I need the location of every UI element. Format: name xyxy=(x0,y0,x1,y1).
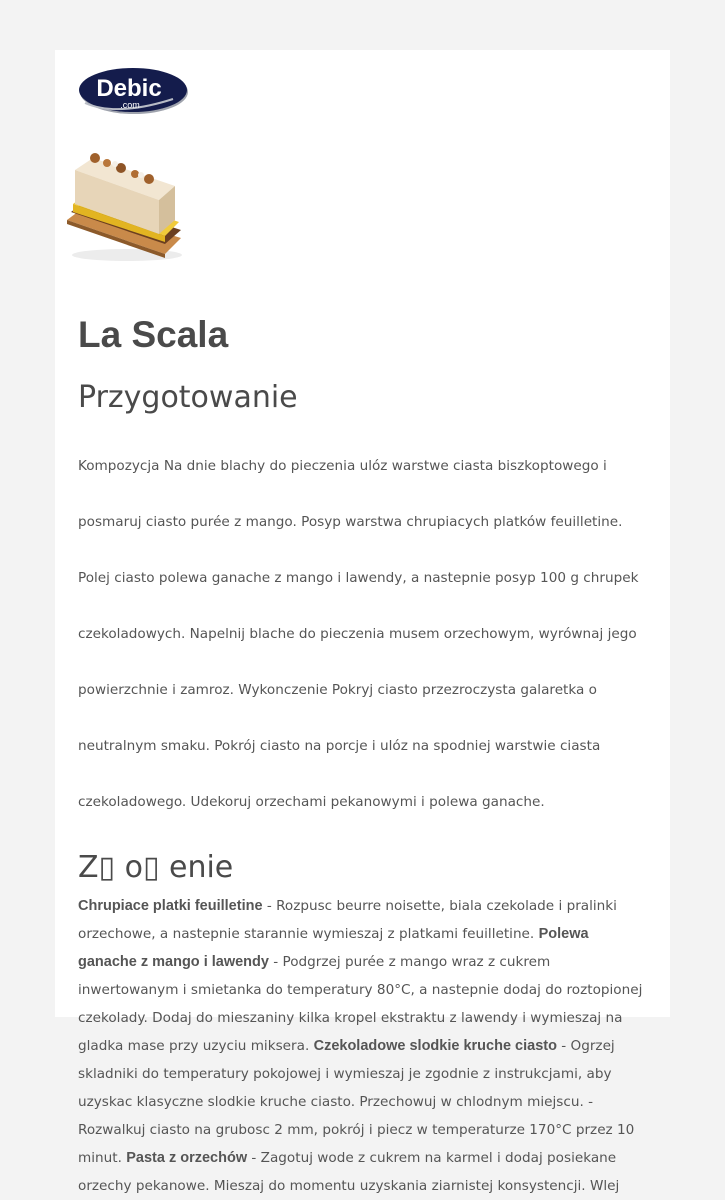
logo-suffix: .com xyxy=(120,100,140,110)
preparation-line: Polej ciasto polewa ganache z mango i lawendy, a nastepnie posyp 100 g chrupek xyxy=(78,570,639,586)
recipe-card xyxy=(55,50,670,1194)
preparation-line: powierzchnie i zamroz. Wykonczenie Pokryj ciasto przezroczysta galaretka o xyxy=(78,682,597,698)
preparation-text xyxy=(78,424,648,844)
composition-item-name: Polewa ganache z mango i lawendy xyxy=(78,926,589,970)
preparation-line: neutralnym smaku. Pokrój ciasto na porcje i ulóz na spodniej warstwie ciasta xyxy=(78,738,601,754)
debic-logo[interactable] xyxy=(77,65,189,117)
composition-item-name: Pasta z orzechów xyxy=(126,1150,248,1166)
composition-heading: Z▯ o▯ enie xyxy=(78,850,234,885)
preparation-line: posmaruj ciasto purée z mango. Posyp warstwa chrupiacych platków feuilletine. xyxy=(78,514,623,530)
preparation-line: Kompozycja Na dnie blachy do pieczenia ulóz warstwe ciasta biszkoptowego i xyxy=(78,458,607,474)
preparation-line: czekoladowego. Udekoruj orzechami pekanowymi i polewa ganache. xyxy=(78,794,545,810)
product-photo xyxy=(55,130,195,280)
composition-item-text: - Rozpusc beurre noisette, biala czekolade i pralinki orzechowe, a nastepnie starannie wymieszaj z platkami feuilletine. xyxy=(78,898,617,942)
composition-item-name: Chrupiace platki feuilletine xyxy=(78,898,263,914)
logo-wordmark: Debic xyxy=(96,75,162,102)
composition-item-text: - Zagotuj wode z cukrem na karmel i dodaj posiekane orzechy pekanowe. Mieszaj do momentu uzyskania ziarnistej konsystencji. Wlej xyxy=(78,1150,620,1194)
composition-item-text: - Ogrzej skladniki do temperatury pokojowej i wymieszaj je zgodnie z instrukcjami, aby uzyskac klasyczne slodkie kruche ciasto. Przechowuj w chlodnym miejscu. - Rozwalkuj ciasto na grubosc 2 mm, pokrój i piecz w temperaturze 170°C przez 10 minut. xyxy=(78,1038,635,1166)
preparation-heading: Przygotowanie xyxy=(78,380,298,415)
composition-item-name: Czekoladowe slodkie kruche ciasto xyxy=(313,1038,557,1054)
preparation-line: czekoladowych. Napelnij blache do pieczenia musem orzechowym, wyrównaj jego xyxy=(78,626,637,642)
recipe-content xyxy=(78,312,648,1200)
composition-text xyxy=(78,892,648,1200)
recipe-title: La Scala xyxy=(78,314,229,355)
composition-item-text: - Podgrzej purée z mango wraz z cukrem inwertowanym i smietanka do temperatury 80°C, a nastepnie dodaj do roztopionej czekolady. Dodaj do mieszaniny kilka kropel ekstraktu z lawendy i wymieszaj na gladka mase przy uzyciu miksera. xyxy=(78,954,643,1054)
